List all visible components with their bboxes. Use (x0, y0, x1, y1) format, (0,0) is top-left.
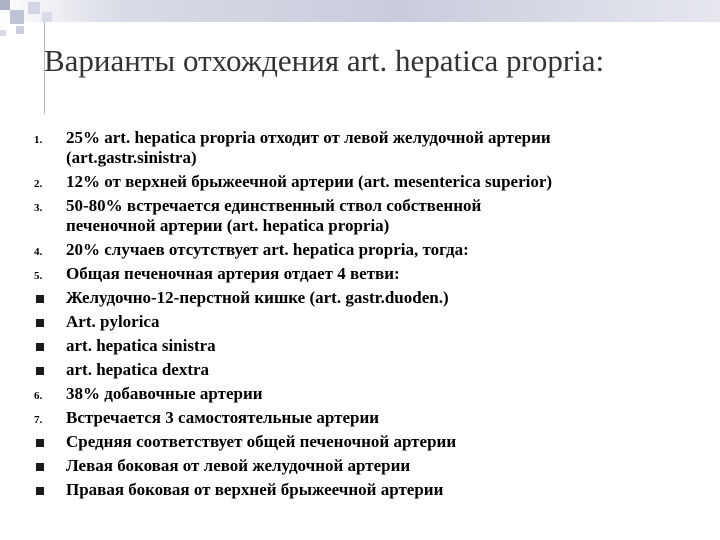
list-item-text: Art. pylorica (66, 312, 160, 331)
list-item (30, 456, 710, 476)
list-item-text: Общая печеночная артерия отдает 4 ветви: (66, 264, 400, 283)
square-bullet-icon (36, 463, 44, 471)
content-list (30, 128, 710, 504)
list-item-text: Левая боковая от левой желудочной артерии (66, 456, 411, 475)
list-item (30, 360, 710, 380)
list-item-text: 50-80% встречается единственный ствол собственной (66, 196, 482, 215)
list-item-text: 38% добавочные артерии (66, 384, 263, 403)
list-item-text: art. hepatica dextra (66, 360, 210, 379)
list-item (30, 128, 710, 168)
list-number: 1. (34, 134, 43, 146)
decorative-square (16, 26, 24, 34)
list-item-text: (art.gastr.sinistra) (66, 148, 197, 167)
list-number: 5. (34, 270, 43, 282)
list-number: 7. (34, 414, 43, 426)
list-item (30, 288, 710, 308)
list-item-text: печеночной артерии (art. hepatica propria) (66, 216, 390, 235)
list-number: 2. (34, 178, 43, 190)
list-item (30, 240, 710, 260)
list-number: 3. (34, 202, 43, 214)
square-bullet-icon (36, 295, 44, 303)
list-item (30, 196, 710, 236)
list-item-text: 20% случаев отсутствует art. hepatica propria, тогда: (66, 240, 469, 259)
list-item (30, 172, 710, 192)
list-item (30, 384, 710, 404)
square-bullet-icon (36, 439, 44, 447)
decorative-square (10, 10, 24, 24)
list-item-text: art. hepatica sinistra (66, 336, 216, 355)
decorative-square (42, 12, 52, 22)
list-item (30, 480, 710, 500)
square-bullet-icon (36, 319, 44, 327)
list-item (30, 432, 710, 452)
list-item-text: 12% от верхней брыжеечной артерии (art. mesenterica superior) (66, 172, 553, 191)
list-item (30, 264, 710, 284)
list-item-text: Встречается 3 самостоятельные артерии (66, 408, 380, 427)
slide-title: Варианты отхождения art. hepatica propria: (44, 43, 605, 78)
decorative-square (28, 2, 40, 14)
square-bullet-icon (36, 343, 44, 351)
decorative-top-bar (0, 0, 720, 22)
list-item (30, 408, 710, 428)
decorative-square (0, 0, 10, 10)
list-item (30, 312, 710, 332)
list-item-text: Желудочно-12-перстной кишке (art. gastr.duoden.) (66, 288, 449, 307)
decorative-square (0, 30, 6, 36)
square-bullet-icon (36, 367, 44, 375)
list-number: 6. (34, 390, 43, 402)
list-item-text: 25% art. hepatica propria отходит от левой желудочной артерии (66, 128, 551, 147)
list-item-text: Средняя соответствует общей печеночной артерии (66, 432, 457, 451)
list-item (30, 336, 710, 356)
square-bullet-icon (36, 487, 44, 495)
list-number: 4. (34, 246, 43, 258)
list-item-text: Правая боковая от верхней брыжеечной артерии (66, 480, 444, 499)
